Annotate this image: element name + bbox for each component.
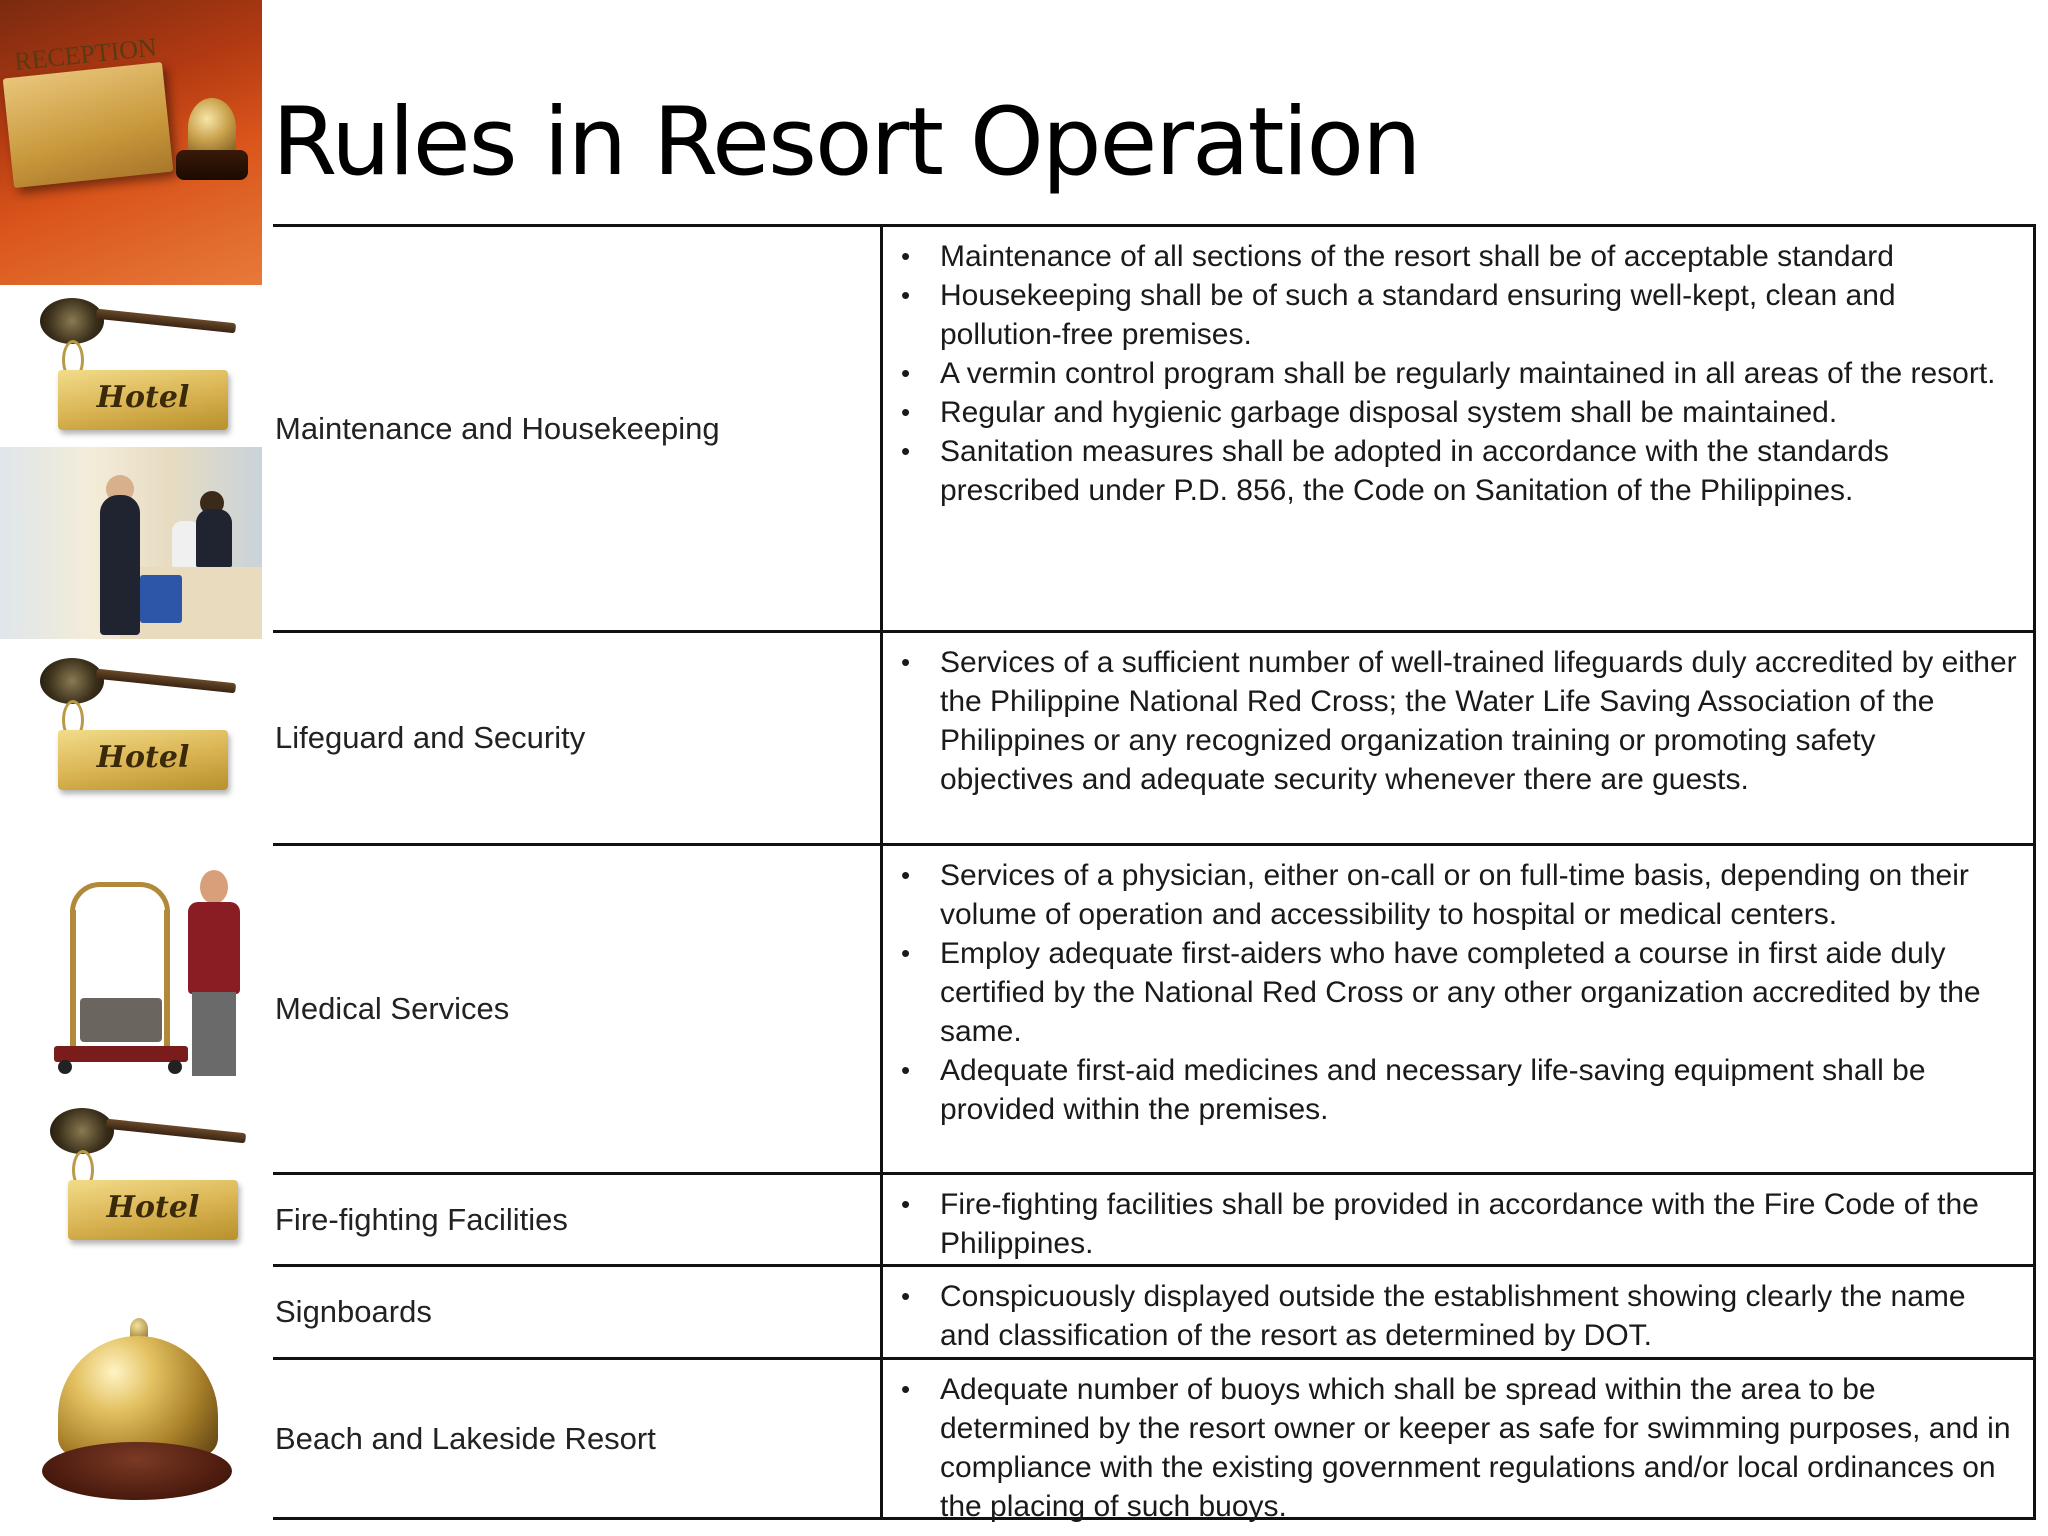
rules-list [883, 1277, 2017, 1355]
rule-item: • Conspicuously displayed outside the establishment showing clearly the name and classification of the resort as determined by DOT. [883, 1277, 2017, 1355]
cart-wheel [58, 1060, 72, 1074]
rules-cell [883, 846, 2036, 1172]
table-row [273, 1267, 2036, 1360]
rules-cell [883, 1360, 2036, 1523]
cart-wheel [168, 1060, 182, 1074]
reception-desk-image [0, 0, 262, 285]
hotel-key-image [0, 650, 250, 800]
rule-item: • Employ adequate first-aiders who have completed a course in first aide duly certified by the National Red Cross or any other organization accredited by the same. [883, 934, 2017, 1051]
key-shaft [96, 309, 236, 334]
category-label: Beach and Lakeside Resort [273, 1360, 883, 1517]
rules-cell [883, 1175, 2036, 1264]
rules-cell [883, 227, 2036, 630]
hotel-key-image [0, 290, 250, 440]
rules-list [883, 1370, 2017, 1526]
bellhop-legs [192, 992, 236, 1076]
category-label: Medical Services [273, 846, 883, 1172]
category-label: Maintenance and Housekeeping [273, 227, 883, 630]
rule-item: • Sanitation measures shall be adopted in accordance with the standards prescribed under P.D. 856, the Code on Sanitation of the Philippines. [883, 432, 2017, 510]
table-row [273, 633, 2036, 846]
clerk-figure-2 [196, 509, 232, 567]
bell-icon [188, 98, 236, 158]
rules-list [883, 1185, 2017, 1263]
bell-wood-base [42, 1442, 232, 1500]
guest-figure [100, 495, 140, 635]
luggage [80, 998, 162, 1042]
rule-item: • Housekeeping shall be of such a standard ensuring well-kept, clean and pollution-free premises. [883, 276, 2017, 354]
rule-item: • Maintenance of all sections of the resort shall be of acceptable standard [883, 237, 2017, 276]
category-label: Fire-fighting Facilities [273, 1175, 883, 1264]
slide-title: Rules in Resort Operation [272, 88, 1420, 197]
bellhop-uniform [188, 902, 240, 994]
cart-pole [164, 910, 170, 1050]
suitcase [140, 575, 182, 623]
bellhop-with-luggage-cart-image [40, 870, 262, 1085]
key-bow [40, 298, 104, 344]
rules-list [883, 643, 2017, 799]
cart-base [54, 1046, 188, 1062]
rule-item: • Adequate first-aid medicines and necessary life-saving equipment shall be provided within the premises. [883, 1051, 2017, 1129]
key-shaft [106, 1119, 246, 1144]
key-tag-text: Hotel [106, 1190, 200, 1225]
rule-item: • Services of a physician, either on-call or on full-time basis, depending on their volume of operation and accessibility to hospital or medical centers. [883, 856, 2017, 934]
service-bell-image [40, 1310, 230, 1515]
rules-cell [883, 633, 2036, 843]
rules-list [883, 237, 2017, 510]
key-bow [50, 1108, 114, 1154]
rule-item: • Fire-fighting facilities shall be provided in accordance with the Fire Code of the Philippines. [883, 1185, 2017, 1263]
key-tag-text: Hotel [96, 380, 190, 415]
rule-item: • Services of a sufficient number of well-trained lifeguards duly accredited by either the Philippine National Red Cross; the Water Life Saving Association of the Philippines or any recognized organization training or promoting safety objectives and adequate security whenever there are guests. [883, 643, 2017, 799]
bell-base [176, 150, 248, 180]
table-row [273, 1175, 2036, 1267]
bellhop-head [200, 870, 228, 904]
key-tag-text: Hotel [96, 740, 190, 775]
hotel-key-image [10, 1100, 260, 1250]
table-row [273, 1360, 2036, 1523]
cart-arch [70, 882, 170, 912]
rule-item: • Adequate number of buoys which shall be spread within the area to be determined by the resort owner or keeper as safe for swimming purposes, and in compliance with the existing government regulations and/or local ordinances on the placing of such buoys. [883, 1370, 2017, 1526]
rules-cell [883, 1267, 2036, 1357]
decorative-image-strip [0, 0, 262, 1536]
rules-table [273, 224, 2036, 1523]
reception-sign [3, 62, 174, 188]
table-row [273, 846, 2036, 1175]
key-shaft [96, 669, 236, 694]
rule-item: • Regular and hygienic garbage disposal system shall be maintained. [883, 393, 2017, 432]
hotel-lobby-image [0, 447, 262, 639]
rules-list [883, 856, 2017, 1129]
key-bow [40, 658, 104, 704]
reception-sign-text: RECEPTION [12, 32, 159, 77]
rule-item: • A vermin control program shall be regularly maintained in all areas of the resort. [883, 354, 2017, 393]
category-label: Lifeguard and Security [273, 633, 883, 843]
table-row [273, 227, 2036, 633]
category-label: Signboards [273, 1267, 883, 1357]
cart-pole [70, 910, 76, 1050]
bell-dome [58, 1336, 218, 1456]
